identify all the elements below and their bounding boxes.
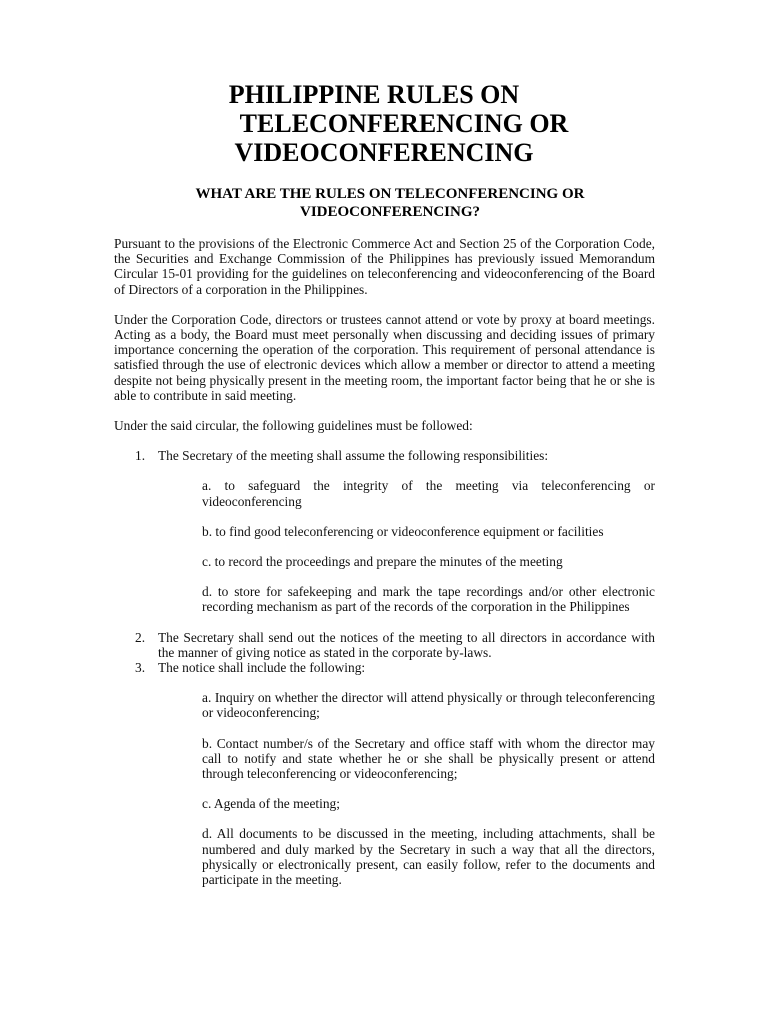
list-item-3	[114, 660, 655, 675]
list-number: 2.	[135, 629, 146, 645]
sublist-item: c. to record the proceedings and prepare the minutes of the meeting	[202, 554, 563, 570]
list-item-text: The Secretary shall send out the notices of the meeting to all directors in accordance with the manner of giving notice as stated in the corporate by-laws.	[158, 629, 655, 660]
title-line: VIDEOCONFERENCING	[234, 138, 534, 167]
sublist-1	[202, 478, 655, 614]
heading-line: VIDEOCONFERENCING?	[299, 204, 480, 220]
sublist-item: d. to store for safekeeping and mark the tape recordings and/or other electronic recording mechanism as part of the records of the corporation in the Philippines	[202, 584, 655, 615]
list-number: 3.	[135, 660, 146, 676]
paragraph-guidelines-lead: Under the said circular, the following guidelines must be followed:	[114, 418, 473, 434]
heading-line: WHAT ARE THE RULES ON TELECONFERENCING OR	[195, 186, 585, 202]
title-line: PHILIPPINE RULES ON	[228, 80, 520, 109]
title-line: TELECONFERENCING OR	[239, 109, 569, 138]
sublist-item: a. Inquiry on whether the director will attend physically or through teleconferencing or videoconferencing;	[202, 690, 655, 721]
document-body	[114, 236, 655, 902]
sublist-item: b. to find good teleconferencing or videoconference equipment or facilities	[202, 523, 604, 539]
document-title	[0, 80, 768, 167]
sublist-item: a. to safeguard the integrity of the meeting via teleconferencing or videoconferencing	[202, 478, 655, 509]
list-item-1	[114, 448, 655, 463]
paragraph-corporation-code: Under the Corporation Code, directors or trustees cannot attend or vote by proxy at board meetings. Acting as a body, the Board must meet personally when discussing and deciding issues of primary importance concerning the operation of the corporation. This requirement of personal attendance is satisfied through the use of electronic devices which allow a member or director to attend a meeting despite not being physically present in the meeting room, the important factor being that he or she is able to contribute in said meeting.	[114, 311, 655, 403]
list-item-2	[114, 630, 655, 660]
section-heading	[150, 185, 630, 221]
list-item-text: The notice shall include the following:	[158, 660, 366, 676]
sublist-item: c. Agenda of the meeting;	[202, 796, 340, 812]
paragraph-intro: Pursuant to the provisions of the Electronic Commerce Act and Section 25 of the Corporation Code, the Securities and Exchange Commission of the Philippines has previously issued Memorandum Circular 15-01 providing for the guidelines on teleconferencing and videoconferencing of the Board of Directors of a corporation in the Philippines.	[114, 236, 655, 297]
list-number: 1.	[135, 448, 146, 464]
list-item-text: The Secretary of the meeting shall assume the following responsibilities:	[158, 448, 549, 464]
sublist-item: d. All documents to be discussed in the meeting, including attachments, shall be numbered and duly marked by the Secretary in such a way that all the directors, physically or electronically present, can easily follow, refer to the documents and participate in the meeting.	[202, 826, 655, 888]
sublist-3	[202, 690, 655, 887]
sublist-item: b. Contact number/s of the Secretary and office staff with whom the director may call to notify and state whether he or she shall be physically present or attend through teleconferencing or videoconferencing;	[202, 735, 655, 782]
